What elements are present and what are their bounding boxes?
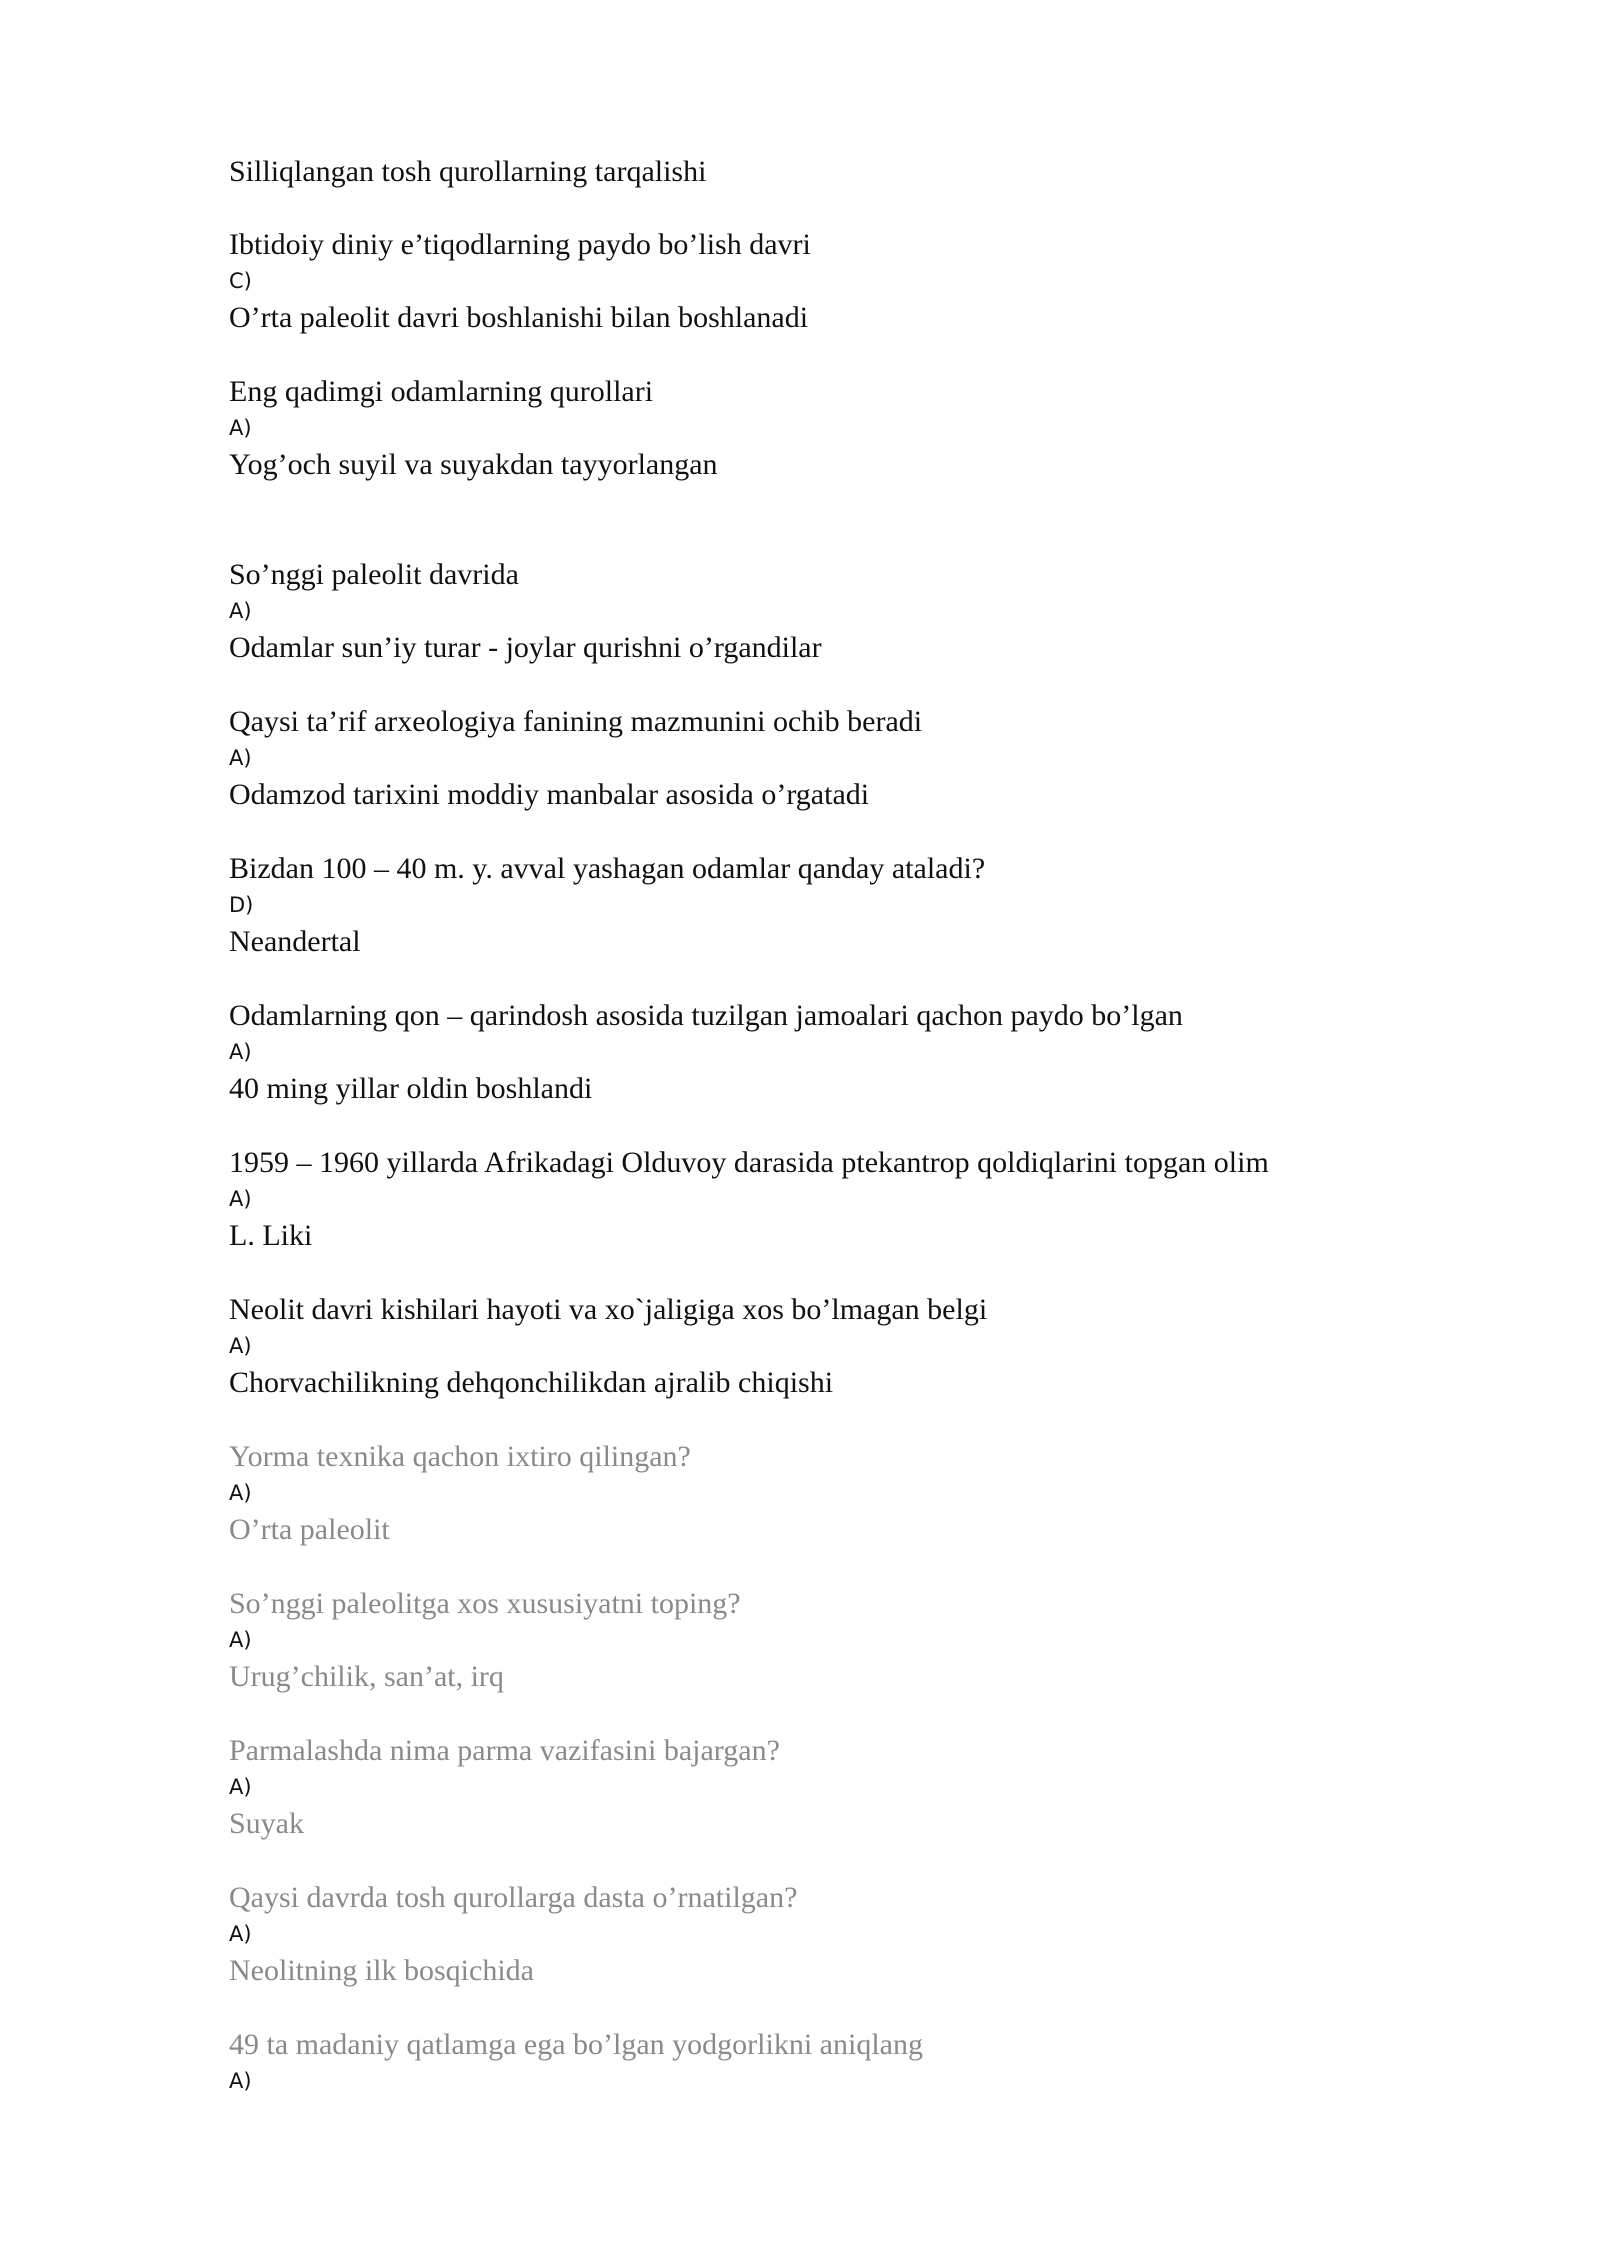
answer-text: L. Liki xyxy=(229,1219,313,1252)
answer-text: Suyak xyxy=(229,1807,304,1840)
answer-text: Urug’chilik, san’at, irq xyxy=(229,1660,504,1693)
answer-option-letter: C) xyxy=(229,269,252,293)
question-text: Qaysi ta’rif arxeologiya fanining mazmunini ochib beradi xyxy=(229,705,923,738)
answer-text: Yog’och suyil va suyakdan tayyorlangan xyxy=(229,448,718,481)
answer-option-letter: D) xyxy=(229,893,254,917)
question-text: So’nggi paleolitga xos xususiyatni toping? xyxy=(229,1587,741,1620)
answer-option-letter: A) xyxy=(229,1334,252,1358)
question-text: So’nggi paleolit davrida xyxy=(229,558,519,591)
question-text: Yorma texnika qachon ixtiro qilingan? xyxy=(229,1440,691,1473)
answer-option-letter: A) xyxy=(229,1922,252,1946)
answer-text: Chorvachilikning dehqonchilikdan ajralib chiqishi xyxy=(229,1366,834,1399)
answer-option-letter: A) xyxy=(229,1628,252,1652)
question-text: 49 ta madaniy qatlamga ega bo’lgan yodgorlikni aniqlang xyxy=(229,2028,923,2061)
answer-text: O’rta paleolit xyxy=(229,1513,390,1546)
answer-text: 40 ming yillar oldin boshlandi xyxy=(229,1072,593,1105)
answer-option-letter: A) xyxy=(229,599,252,623)
answer-option-letter: A) xyxy=(229,1481,252,1505)
answer-text: Neolitning ilk bosqichida xyxy=(229,1954,534,1987)
answer-option-letter: A) xyxy=(229,1040,252,1064)
answer-option-letter: A) xyxy=(229,746,252,770)
answer-option-letter: A) xyxy=(229,1187,252,1211)
answer-text: Neandertal xyxy=(229,925,361,958)
question-text: Qaysi davrda tosh qurollarga dasta o’rnatilgan? xyxy=(229,1881,798,1914)
answer-option-letter: A) xyxy=(229,1775,252,1799)
question-text: Eng qadimgi odamlarning qurollari xyxy=(229,375,654,408)
answer-text: Odamlar sun’iy turar - joylar qurishni o’rgandilar xyxy=(229,631,822,664)
question-text: Neolit davri kishilari hayoti va xo`jaligiga xos bo’lmagan belgi xyxy=(229,1293,988,1326)
question-text: Parmalashda nima parma vazifasini bajargan? xyxy=(229,1734,780,1767)
answer-text: Odamzod tarixini moddiy manbalar asosida o’rgatadi xyxy=(229,778,870,811)
answer-option-letter: A) xyxy=(229,2069,252,2093)
question-text: Odamlarning qon – qarindosh asosida tuzilgan jamoalari qachon paydo bo’lgan xyxy=(229,999,1183,1032)
answer-option-letter: A) xyxy=(229,416,252,440)
question-text: Bizdan 100 – 40 m. y. avval yashagan odamlar qanday ataladi? xyxy=(229,852,986,885)
question-text: Silliqlangan tosh qurollarning tarqalishi xyxy=(229,155,707,188)
answer-text: O’rta paleolit davri boshlanishi bilan boshlanadi xyxy=(229,301,809,334)
question-text: Ibtidoiy diniy e’tiqodlarning paydo bo’lish davri xyxy=(229,228,811,261)
question-text: 1959 – 1960 yillarda Afrikadagi Olduvoy darasida ptekantrop qoldiqlarini topgan olim xyxy=(229,1146,1269,1179)
